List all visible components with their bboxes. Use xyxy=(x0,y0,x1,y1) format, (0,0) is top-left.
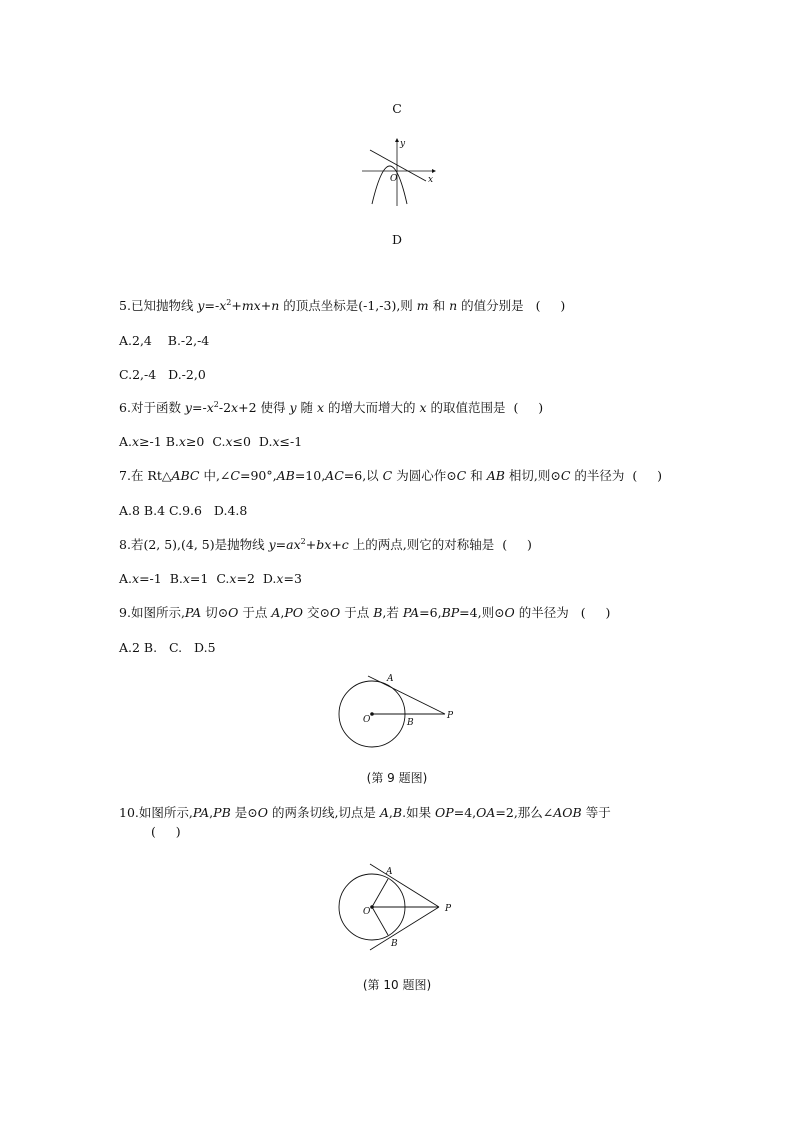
answer-paren: ( ) xyxy=(580,605,611,620)
question-6-options: A.x≥-1 B.x≥0 C.x≤0 D.x≤-1 xyxy=(119,434,303,449)
question-8: 8.若(2, 5),(4, 5)是抛物线 $y=ax^2+bx+c$ 上的两点,则它的对称轴是 ( ) xyxy=(119,536,532,552)
label-a: A xyxy=(387,674,394,684)
center-point-o xyxy=(370,905,374,909)
answer-paren: ( ) xyxy=(632,468,662,483)
label-o: O xyxy=(363,715,371,725)
y-axis-arrow xyxy=(395,138,399,142)
question-7-options: A.8 B.4 C.9.6 D.4.8 xyxy=(119,503,248,518)
straight-line xyxy=(370,150,426,181)
center-point-o xyxy=(370,712,374,716)
q9-caption: (第 9 题图) xyxy=(366,771,428,785)
parabola-curve xyxy=(372,166,407,204)
answer-paren: ( ) xyxy=(513,400,544,415)
x-axis-arrow xyxy=(432,169,436,173)
label-b: B xyxy=(391,939,398,949)
question-9: 9.如图所示,PA 切⊙O 于点 A,PO 交⊙O 于点 B,若 PA=6,BP=4,则⊙O 的半径为 ( ) xyxy=(119,605,611,620)
origin-label: O xyxy=(390,174,398,184)
question-5-options-1: A.2,4 B.-2,-4 xyxy=(119,333,210,348)
parabola-figure-c xyxy=(360,138,436,208)
label-o: O xyxy=(363,907,371,917)
y-axis-label: y xyxy=(400,139,406,149)
label-b: B xyxy=(407,718,414,728)
question-10-paren: ( ) xyxy=(151,824,181,839)
q10-figure xyxy=(334,864,464,950)
label-a: A xyxy=(386,867,393,877)
q9-figure xyxy=(334,674,464,750)
question-7: 7.在 Rt△ABC 中,∠C=90°,AB=10,AC=6,以 C 为圆心作⊙C 和 AB 相切,则⊙C 的半径为 ( ) xyxy=(119,468,662,483)
answer-paren: ( ) xyxy=(535,298,566,313)
radius-ob xyxy=(372,907,388,935)
answer-paren: ( ) xyxy=(502,537,532,552)
option-c-label: C xyxy=(392,101,402,116)
question-5-options-2: C.2,-4 D.-2,0 xyxy=(119,367,206,382)
label-p: P xyxy=(447,711,454,721)
label-p: P xyxy=(445,904,452,914)
x-axis-label: x xyxy=(428,175,434,185)
question-9-options: A.2 B. C. D.5 xyxy=(119,640,216,655)
q10-caption: (第 10 题图) xyxy=(362,978,432,992)
option-d-label: D xyxy=(391,232,403,247)
question-6: 6.对于函数 $y=-x^2-2x+2$ 使得 y 随 x 的增大而增大的 x 的取值范围是 ( ) xyxy=(119,399,544,415)
question-5: 5.已知抛物线 $y=-x^2+mx+n$ 的顶点坐标是(-1,-3),则 m 和 n 的值分别是 ( ) xyxy=(119,297,566,313)
radius-oa xyxy=(372,879,388,907)
question-10: 10.如图所示,PA,PB 是⊙O 的两条切线,切点是 A,B.如果 OP=4,OA=2,那么∠AOB 等于 xyxy=(119,805,611,820)
tangent-pa xyxy=(368,676,445,714)
question-8-options: A.x=-1 B.x=1 C.x=2 D.x=3 xyxy=(119,571,302,586)
